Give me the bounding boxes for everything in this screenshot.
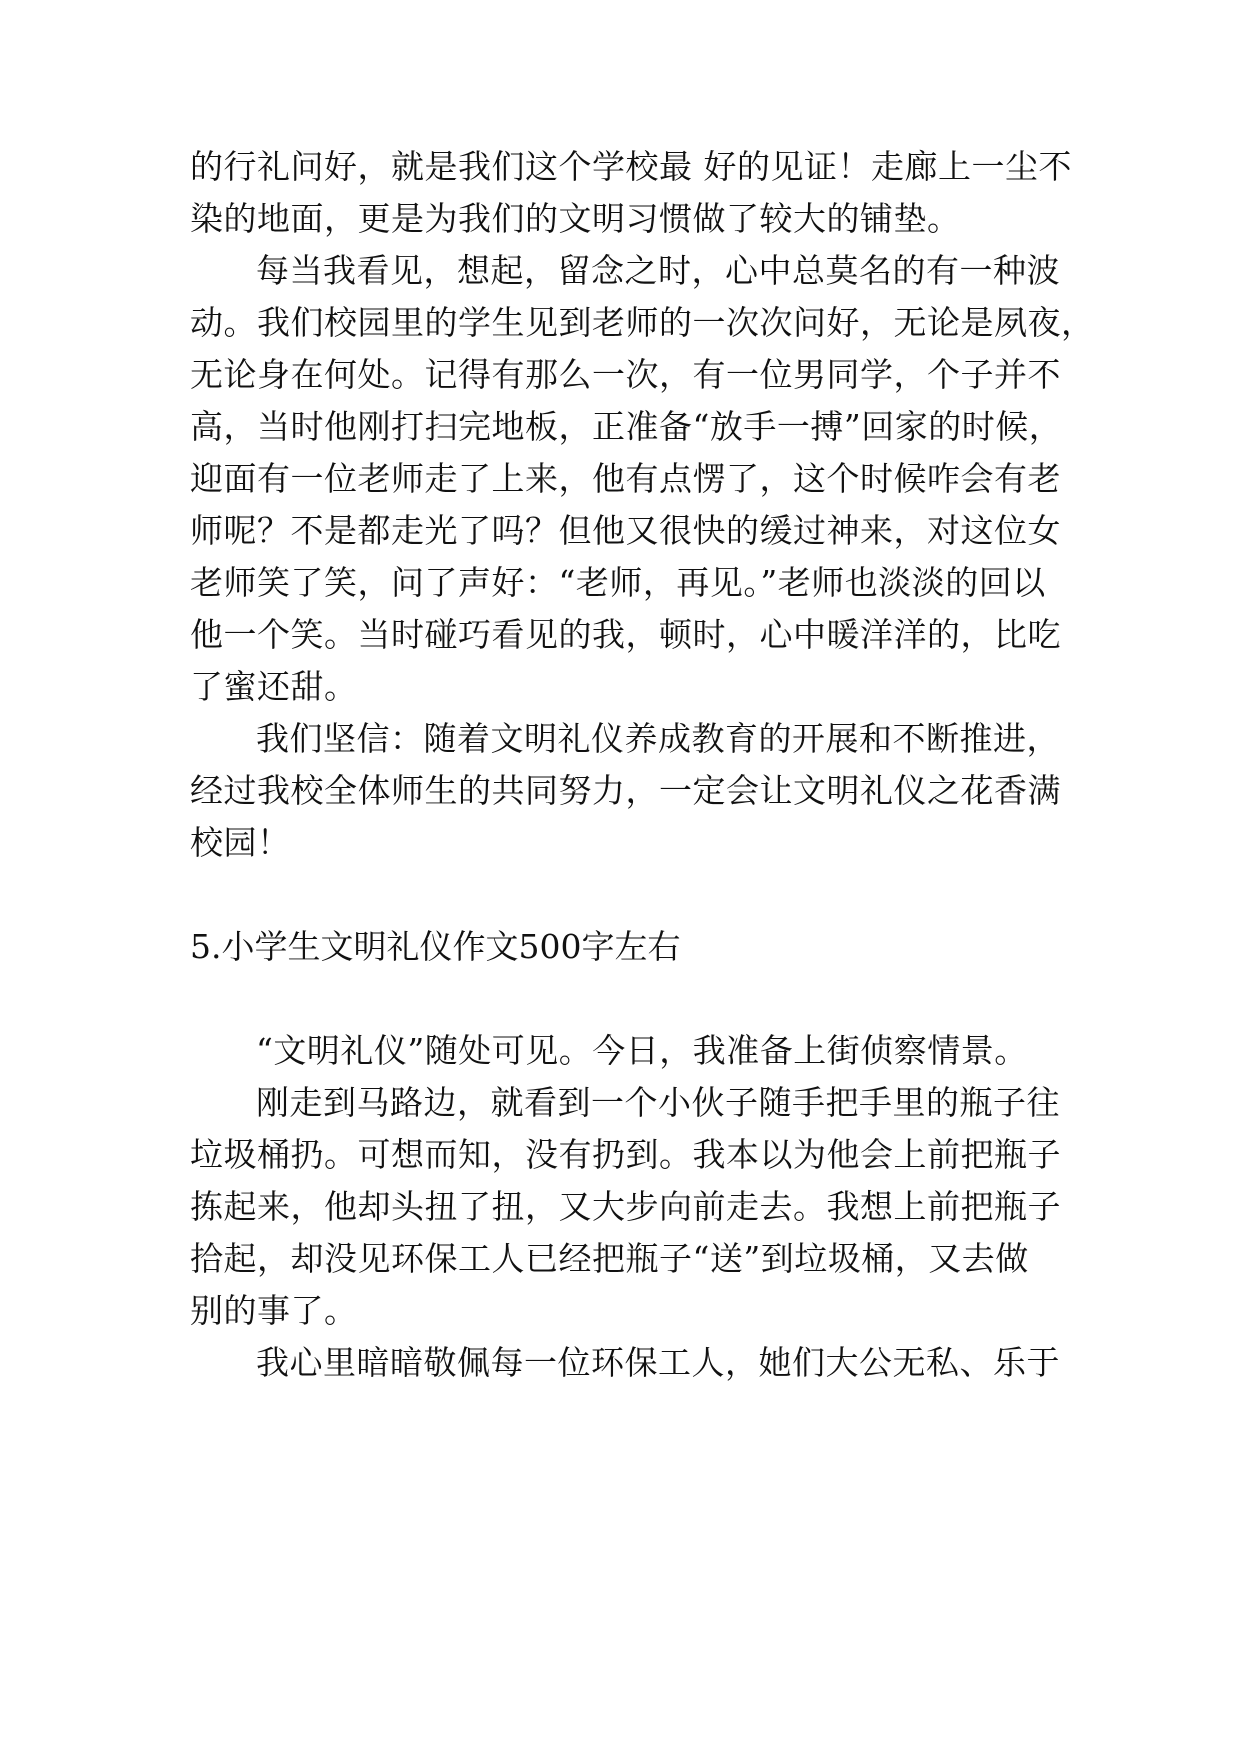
paragraph-line: 我们坚信：随着文明礼仪养成教育的开展和不断推进，: [256, 719, 1060, 758]
paragraph-line: 老师笑了笑，问了声好：“老师，再见。”老师也淡淡的回以: [190, 563, 1046, 602]
paragraph-line: 拾起，却没见环保工人已经把瓶子“送”到垃圾桶，又去做: [190, 1239, 1029, 1278]
paragraph-line: 经过我校全体师生的共同努力，一定会让文明礼仪之花香满: [190, 771, 1061, 810]
paragraph-line: 染的地面，更是为我们的文明习惯做了较大的铺垫。: [190, 199, 961, 238]
paragraph-line: 的行礼问好，就是我们这个学校最 好的见证！走廊上一尘不: [190, 147, 1072, 186]
section-heading: 5.小学生文明礼仪作文500字左右: [190, 927, 681, 966]
paragraph-line: 我心里暗暗敬佩每一位环保工人，她们大公无私、乐于: [256, 1343, 1060, 1382]
paragraph-line: 他一个笑。当时碰巧看见的我，顿时，心中暖洋洋的，比吃: [190, 615, 1061, 654]
paragraph-line: 校园！: [190, 823, 291, 862]
paragraph-line: 动。我们校园里的学生见到老师的一次次问好，无论是夙夜，: [190, 303, 1095, 342]
paragraph-line: 别的事了。: [190, 1291, 358, 1330]
paragraph-line: 每当我看见，想起，留念之时，心中总莫名的有一种波: [256, 251, 1060, 290]
paragraph-line: 无论身在何处。记得有那么一次，有一位男同学，个子并不: [190, 355, 1061, 394]
paragraph-line: “文明礼仪”随处可见。今日，我准备上街侦察情景。: [256, 1031, 1028, 1070]
paragraph-line: 师呢？不是都走光了吗？但他又很快的缓过神来，对这位女: [190, 511, 1061, 550]
paragraph-line: 刚走到马路边，就看到一个小伙子随手把手里的瓶子往: [256, 1083, 1060, 1122]
paragraph-line: 迎面有一位老师走了上来，他有点愣了，这个时候咋会有老: [190, 459, 1061, 498]
paragraph-line: 拣起来，他却头扭了扭，又大步向前走去。我想上前把瓶子: [190, 1187, 1061, 1226]
paragraph-line: 了蜜还甜。: [190, 667, 358, 706]
paragraph-line: 高，当时他刚打扫完地板，正准备“放手一搏”回家的时候，: [190, 407, 1063, 446]
paragraph-line: 垃圾桶扔。可想而知，没有扔到。我本以为他会上前把瓶子: [190, 1135, 1061, 1174]
